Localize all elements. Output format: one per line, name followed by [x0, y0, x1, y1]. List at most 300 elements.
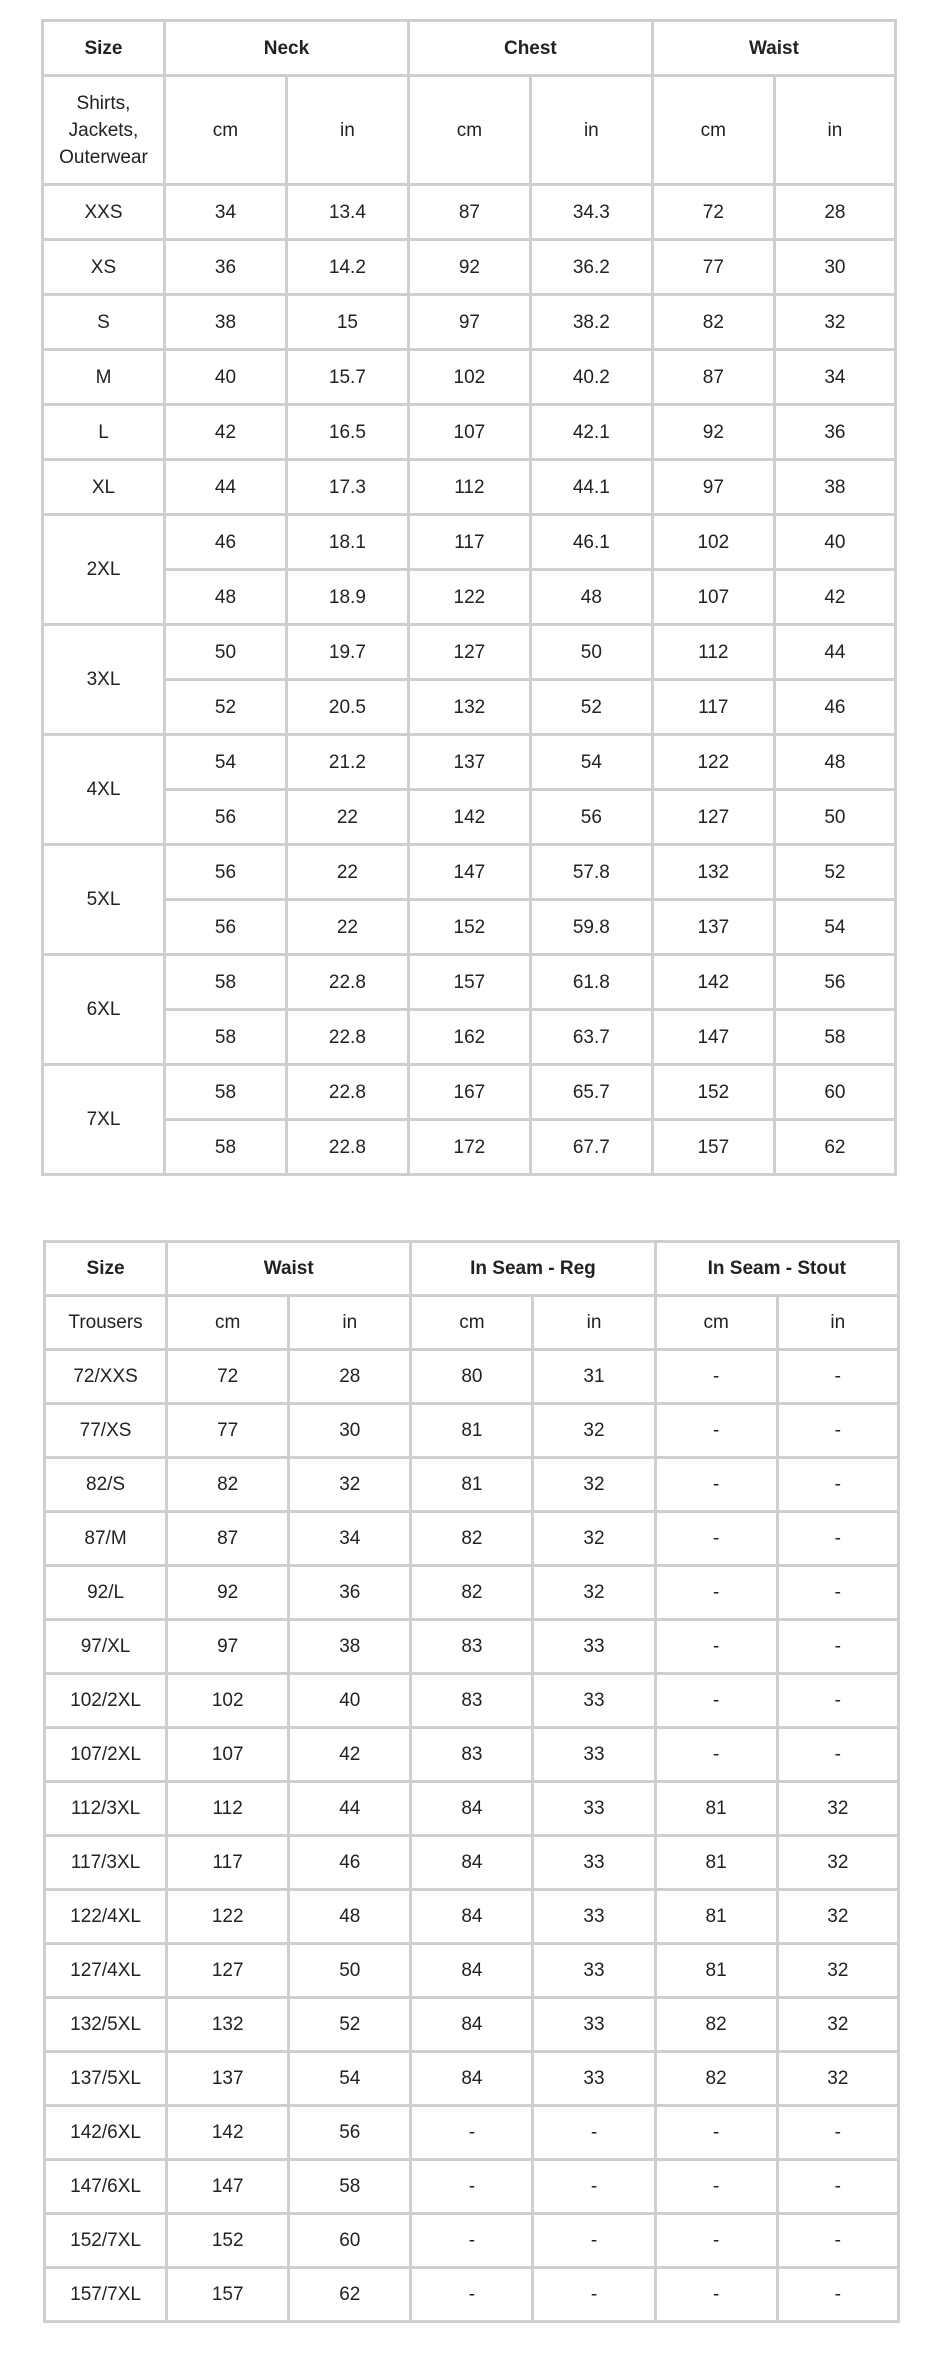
measure-cell: - — [655, 1512, 777, 1566]
measure-cell: 84 — [411, 1998, 533, 2052]
table-row — [45, 1998, 899, 2052]
measure-cell: 56 — [289, 2106, 411, 2160]
measure-cell: 167 — [408, 1065, 530, 1120]
unit-label: in — [777, 1296, 898, 1350]
measure-cell: 30 — [289, 1404, 411, 1458]
measure-cell: 40 — [289, 1674, 411, 1728]
measure-cell: 34 — [774, 350, 895, 405]
inseam-reg-header: In Seam - Reg — [411, 1242, 655, 1296]
size-cell: 112/3XL — [45, 1782, 167, 1836]
table-row — [43, 185, 896, 240]
table-row — [43, 1010, 896, 1065]
measure-cell: 83 — [411, 1620, 533, 1674]
table-row — [43, 240, 896, 295]
measure-cell: 117 — [408, 515, 530, 570]
measure-cell: 117 — [167, 1836, 289, 1890]
shirts-header-row — [43, 21, 896, 76]
table-row — [45, 1404, 899, 1458]
measure-cell: 58 — [164, 955, 286, 1010]
measure-cell: 44 — [289, 1782, 411, 1836]
measure-cell: 38.2 — [530, 295, 652, 350]
measure-cell: 34 — [289, 1512, 411, 1566]
measure-cell: - — [411, 2106, 533, 2160]
size-cell: 3XL — [43, 625, 165, 735]
measure-cell: 81 — [411, 1404, 533, 1458]
measure-cell: - — [777, 1620, 898, 1674]
size-cell: 82/S — [45, 1458, 167, 1512]
unit-label: cm — [411, 1296, 533, 1350]
size-cell: XXS — [43, 185, 165, 240]
table-row — [45, 2268, 899, 2322]
measure-cell: 22.8 — [286, 955, 408, 1010]
measure-cell: 54 — [164, 735, 286, 790]
table-row — [43, 1120, 896, 1175]
measure-cell: - — [777, 1512, 898, 1566]
measure-cell: 40 — [164, 350, 286, 405]
table-row — [43, 680, 896, 735]
measure-cell: 28 — [289, 1350, 411, 1404]
measure-cell: 40 — [774, 515, 895, 570]
size-cell: 102/2XL — [45, 1674, 167, 1728]
size-cell: 2XL — [43, 515, 165, 625]
measure-cell: 36.2 — [530, 240, 652, 295]
table-row — [43, 900, 896, 955]
measure-cell: 52 — [774, 845, 895, 900]
measure-cell: 67.7 — [530, 1120, 652, 1175]
measure-cell: 22.8 — [286, 1065, 408, 1120]
size-cell: 77/XS — [45, 1404, 167, 1458]
size-cell: 117/3XL — [45, 1836, 167, 1890]
table-row — [43, 625, 896, 680]
unit-label: in — [286, 76, 408, 185]
size-cell: 6XL — [43, 955, 165, 1065]
measure-cell: 52 — [289, 1998, 411, 2052]
measure-cell: 84 — [411, 1836, 533, 1890]
size-cell: 122/4XL — [45, 1890, 167, 1944]
measure-cell: 32 — [777, 1836, 898, 1890]
size-cell: 157/7XL — [45, 2268, 167, 2322]
category-label: Shirts, Jackets, Outerwear — [43, 76, 165, 185]
measure-cell: - — [655, 1728, 777, 1782]
size-cell: 142/6XL — [45, 2106, 167, 2160]
table-row — [45, 1620, 899, 1674]
measure-cell: 82 — [167, 1458, 289, 1512]
measure-cell: 58 — [164, 1065, 286, 1120]
measure-cell: 33 — [533, 1836, 655, 1890]
measure-cell: 36 — [774, 405, 895, 460]
measure-cell: 15 — [286, 295, 408, 350]
table-row — [45, 1890, 899, 1944]
measure-cell: 32 — [777, 1998, 898, 2052]
measure-cell: 137 — [652, 900, 774, 955]
measure-cell: 15.7 — [286, 350, 408, 405]
measure-cell: 147 — [408, 845, 530, 900]
table-row — [43, 350, 896, 405]
measure-cell: - — [777, 1674, 898, 1728]
measure-cell: 157 — [652, 1120, 774, 1175]
size-cell: 4XL — [43, 735, 165, 845]
measure-cell: 18.9 — [286, 570, 408, 625]
measure-cell: 152 — [167, 2214, 289, 2268]
measure-cell: 22 — [286, 845, 408, 900]
table-row — [45, 2214, 899, 2268]
measure-cell: 59.8 — [530, 900, 652, 955]
measure-cell: - — [411, 2160, 533, 2214]
measure-cell: 107 — [408, 405, 530, 460]
measure-cell: 83 — [411, 1674, 533, 1728]
measure-cell: 152 — [408, 900, 530, 955]
measure-cell: 97 — [652, 460, 774, 515]
size-cell: XL — [43, 460, 165, 515]
measure-cell: 33 — [533, 1674, 655, 1728]
measure-cell: 58 — [289, 2160, 411, 2214]
measure-cell: 97 — [408, 295, 530, 350]
size-header: Size — [43, 21, 165, 76]
measure-cell: 32 — [289, 1458, 411, 1512]
measure-cell: - — [777, 1566, 898, 1620]
measure-cell: - — [777, 1350, 898, 1404]
measure-cell: 33 — [533, 1998, 655, 2052]
measure-cell: 152 — [652, 1065, 774, 1120]
table-row — [45, 1458, 899, 1512]
measure-cell: 112 — [408, 460, 530, 515]
measure-cell: - — [655, 2160, 777, 2214]
table-row — [43, 405, 896, 460]
measure-cell: 62 — [289, 2268, 411, 2322]
table-row — [45, 1728, 899, 1782]
measure-cell: 50 — [530, 625, 652, 680]
measure-cell: 84 — [411, 2052, 533, 2106]
measure-cell: 54 — [530, 735, 652, 790]
measure-cell: 46 — [774, 680, 895, 735]
measure-cell: 63.7 — [530, 1010, 652, 1065]
measure-cell: 48 — [774, 735, 895, 790]
measure-cell: 127 — [167, 1944, 289, 1998]
table-row — [45, 1566, 899, 1620]
measure-cell: - — [411, 2214, 533, 2268]
table-row — [43, 790, 896, 845]
measure-cell: 82 — [652, 295, 774, 350]
measure-cell: 82 — [655, 2052, 777, 2106]
measure-cell: 122 — [652, 735, 774, 790]
size-cell: L — [43, 405, 165, 460]
size-cell: 97/XL — [45, 1620, 167, 1674]
measure-cell: 82 — [411, 1566, 533, 1620]
waist-header: Waist — [167, 1242, 411, 1296]
size-cell: 132/5XL — [45, 1998, 167, 2052]
measure-cell: 38 — [164, 295, 286, 350]
table-row — [43, 460, 896, 515]
measure-cell: 142 — [167, 2106, 289, 2160]
measure-cell: 32 — [533, 1458, 655, 1512]
measure-cell: - — [655, 1674, 777, 1728]
unit-label: cm — [655, 1296, 777, 1350]
measure-cell: - — [655, 2214, 777, 2268]
measure-cell: 137 — [408, 735, 530, 790]
measure-cell: 56 — [164, 900, 286, 955]
measure-cell: 33 — [533, 1782, 655, 1836]
measure-cell: - — [655, 1566, 777, 1620]
measure-cell: 32 — [777, 1944, 898, 1998]
measure-cell: 142 — [408, 790, 530, 845]
size-cell: 72/XXS — [45, 1350, 167, 1404]
measure-cell: - — [533, 2268, 655, 2322]
measure-cell: 97 — [167, 1620, 289, 1674]
table-row — [43, 955, 896, 1010]
measure-cell: 42 — [774, 570, 895, 625]
unit-label: in — [289, 1296, 411, 1350]
measure-cell: 16.5 — [286, 405, 408, 460]
unit-label: cm — [167, 1296, 289, 1350]
measure-cell: 48 — [289, 1890, 411, 1944]
measure-cell: 34 — [164, 185, 286, 240]
measure-cell: 147 — [652, 1010, 774, 1065]
size-cell: 5XL — [43, 845, 165, 955]
measure-cell: 33 — [533, 1944, 655, 1998]
measure-cell: 38 — [774, 460, 895, 515]
measure-cell: 81 — [655, 1836, 777, 1890]
measure-cell: 33 — [533, 2052, 655, 2106]
measure-cell: 30 — [774, 240, 895, 295]
table-row — [43, 295, 896, 350]
measure-cell: 50 — [289, 1944, 411, 1998]
shirts-size-table — [41, 19, 897, 1176]
measure-cell: 127 — [408, 625, 530, 680]
unit-label: in — [530, 76, 652, 185]
measure-cell: 56 — [774, 955, 895, 1010]
measure-cell: 58 — [164, 1010, 286, 1065]
measure-cell: - — [777, 2160, 898, 2214]
measure-cell: 32 — [777, 2052, 898, 2106]
size-cell: 92/L — [45, 1566, 167, 1620]
unit-label: cm — [652, 76, 774, 185]
measure-cell: 102 — [167, 1674, 289, 1728]
measure-cell: 92 — [167, 1566, 289, 1620]
measure-cell: 32 — [533, 1512, 655, 1566]
unit-label: cm — [408, 76, 530, 185]
measure-cell: 77 — [167, 1404, 289, 1458]
measure-cell: - — [655, 1404, 777, 1458]
measure-cell: - — [777, 2214, 898, 2268]
size-cell: 107/2XL — [45, 1728, 167, 1782]
measure-cell: 82 — [411, 1512, 533, 1566]
neck-header: Neck — [164, 21, 408, 76]
measure-cell: 127 — [652, 790, 774, 845]
measure-cell: - — [777, 1404, 898, 1458]
measure-cell: 46 — [164, 515, 286, 570]
measure-cell: 83 — [411, 1728, 533, 1782]
measure-cell: 92 — [408, 240, 530, 295]
table-row — [43, 570, 896, 625]
measure-cell: 46 — [289, 1836, 411, 1890]
measure-cell: 172 — [408, 1120, 530, 1175]
measure-cell: 32 — [774, 295, 895, 350]
measure-cell: 157 — [167, 2268, 289, 2322]
measure-cell: 13.4 — [286, 185, 408, 240]
size-cell: 152/7XL — [45, 2214, 167, 2268]
measure-cell: 80 — [411, 1350, 533, 1404]
measure-cell: 62 — [774, 1120, 895, 1175]
measure-cell: 42.1 — [530, 405, 652, 460]
measure-cell: 32 — [777, 1782, 898, 1836]
measure-cell: 21.2 — [286, 735, 408, 790]
table-row — [45, 2106, 899, 2160]
inseam-stout-header: In Seam - Stout — [655, 1242, 898, 1296]
measure-cell: 44 — [164, 460, 286, 515]
measure-cell: 34.3 — [530, 185, 652, 240]
size-cell: 137/5XL — [45, 2052, 167, 2106]
measure-cell: 72 — [167, 1350, 289, 1404]
measure-cell: 38 — [289, 1620, 411, 1674]
measure-cell: 52 — [530, 680, 652, 735]
measure-cell: - — [655, 1458, 777, 1512]
table-row — [43, 845, 896, 900]
measure-cell: 52 — [164, 680, 286, 735]
size-cell: M — [43, 350, 165, 405]
measure-cell: 42 — [164, 405, 286, 460]
measure-cell: 22 — [286, 900, 408, 955]
measure-cell: 32 — [777, 1890, 898, 1944]
waist-header: Waist — [652, 21, 895, 76]
measure-cell: 84 — [411, 1890, 533, 1944]
measure-cell: 122 — [408, 570, 530, 625]
measure-cell: 19.7 — [286, 625, 408, 680]
measure-cell: 84 — [411, 1782, 533, 1836]
measure-cell: 61.8 — [530, 955, 652, 1010]
measure-cell: 81 — [655, 1782, 777, 1836]
measure-cell: 22 — [286, 790, 408, 845]
table-row — [43, 735, 896, 790]
measure-cell: 77 — [652, 240, 774, 295]
measure-cell: - — [533, 2106, 655, 2160]
measure-cell: 147 — [167, 2160, 289, 2214]
size-cell: 7XL — [43, 1065, 165, 1175]
size-cell: XS — [43, 240, 165, 295]
chest-header: Chest — [408, 21, 652, 76]
measure-cell: 60 — [289, 2214, 411, 2268]
unit-label: cm — [164, 76, 286, 185]
measure-cell: 112 — [167, 1782, 289, 1836]
measure-cell: 36 — [289, 1566, 411, 1620]
measure-cell: 57.8 — [530, 845, 652, 900]
measure-cell: 107 — [652, 570, 774, 625]
table-row — [45, 1674, 899, 1728]
measure-cell: 87 — [167, 1512, 289, 1566]
measure-cell: 32 — [533, 1566, 655, 1620]
measure-cell: 87 — [408, 185, 530, 240]
measure-cell: 48 — [530, 570, 652, 625]
size-cell: 127/4XL — [45, 1944, 167, 1998]
size-cell: 87/M — [45, 1512, 167, 1566]
measure-cell: 50 — [164, 625, 286, 680]
trousers-size-table — [43, 1240, 900, 2323]
measure-cell: 33 — [533, 1620, 655, 1674]
size-cell: 147/6XL — [45, 2160, 167, 2214]
measure-cell: - — [777, 1728, 898, 1782]
measure-cell: - — [533, 2160, 655, 2214]
measure-cell: 72 — [652, 185, 774, 240]
measure-cell: - — [655, 1350, 777, 1404]
size-cell: S — [43, 295, 165, 350]
measure-cell: 58 — [774, 1010, 895, 1065]
measure-cell: 82 — [655, 1998, 777, 2052]
measure-cell: - — [655, 2268, 777, 2322]
measure-cell: - — [777, 2268, 898, 2322]
measure-cell: 132 — [167, 1998, 289, 2052]
trousers-header-row — [45, 1242, 899, 1296]
measure-cell: - — [655, 1620, 777, 1674]
measure-cell: 87 — [652, 350, 774, 405]
measure-cell: 44 — [774, 625, 895, 680]
measure-cell: 54 — [289, 2052, 411, 2106]
measure-cell: 22.8 — [286, 1010, 408, 1065]
measure-cell: 81 — [655, 1944, 777, 1998]
table-row — [45, 1512, 899, 1566]
measure-cell: 122 — [167, 1890, 289, 1944]
measure-cell: 56 — [164, 790, 286, 845]
measure-cell: 60 — [774, 1065, 895, 1120]
measure-cell: 81 — [655, 1890, 777, 1944]
table-row — [43, 1065, 896, 1120]
measure-cell: 112 — [652, 625, 774, 680]
measure-cell: 65.7 — [530, 1065, 652, 1120]
measure-cell: 28 — [774, 185, 895, 240]
measure-cell: 137 — [167, 2052, 289, 2106]
measure-cell: 22.8 — [286, 1120, 408, 1175]
measure-cell: 54 — [774, 900, 895, 955]
table-row — [45, 1350, 899, 1404]
measure-cell: 162 — [408, 1010, 530, 1065]
measure-cell: 17.3 — [286, 460, 408, 515]
measure-cell: 18.1 — [286, 515, 408, 570]
measure-cell: - — [533, 2214, 655, 2268]
measure-cell: 102 — [652, 515, 774, 570]
measure-cell: 36 — [164, 240, 286, 295]
measure-cell: 84 — [411, 1944, 533, 1998]
measure-cell: 48 — [164, 570, 286, 625]
measure-cell: 31 — [533, 1350, 655, 1404]
measure-cell: 58 — [164, 1120, 286, 1175]
measure-cell: 20.5 — [286, 680, 408, 735]
size-header: Size — [45, 1242, 167, 1296]
measure-cell: 92 — [652, 405, 774, 460]
unit-label: in — [774, 76, 895, 185]
measure-cell: 142 — [652, 955, 774, 1010]
shirts-unit-row — [43, 76, 896, 185]
measure-cell: 132 — [652, 845, 774, 900]
table-row — [45, 1782, 899, 1836]
measure-cell: 50 — [774, 790, 895, 845]
measure-cell: 14.2 — [286, 240, 408, 295]
measure-cell: 33 — [533, 1890, 655, 1944]
measure-cell: 117 — [652, 680, 774, 735]
table-row — [45, 2052, 899, 2106]
table-row — [45, 1944, 899, 1998]
unit-label: in — [533, 1296, 655, 1350]
table-row — [43, 515, 896, 570]
measure-cell: 42 — [289, 1728, 411, 1782]
measure-cell: 32 — [533, 1404, 655, 1458]
trousers-unit-row — [45, 1296, 899, 1350]
measure-cell: 33 — [533, 1728, 655, 1782]
measure-cell: 81 — [411, 1458, 533, 1512]
measure-cell: 46.1 — [530, 515, 652, 570]
measure-cell: - — [655, 2106, 777, 2160]
measure-cell: 107 — [167, 1728, 289, 1782]
measure-cell: - — [411, 2268, 533, 2322]
measure-cell: 56 — [530, 790, 652, 845]
measure-cell: 40.2 — [530, 350, 652, 405]
